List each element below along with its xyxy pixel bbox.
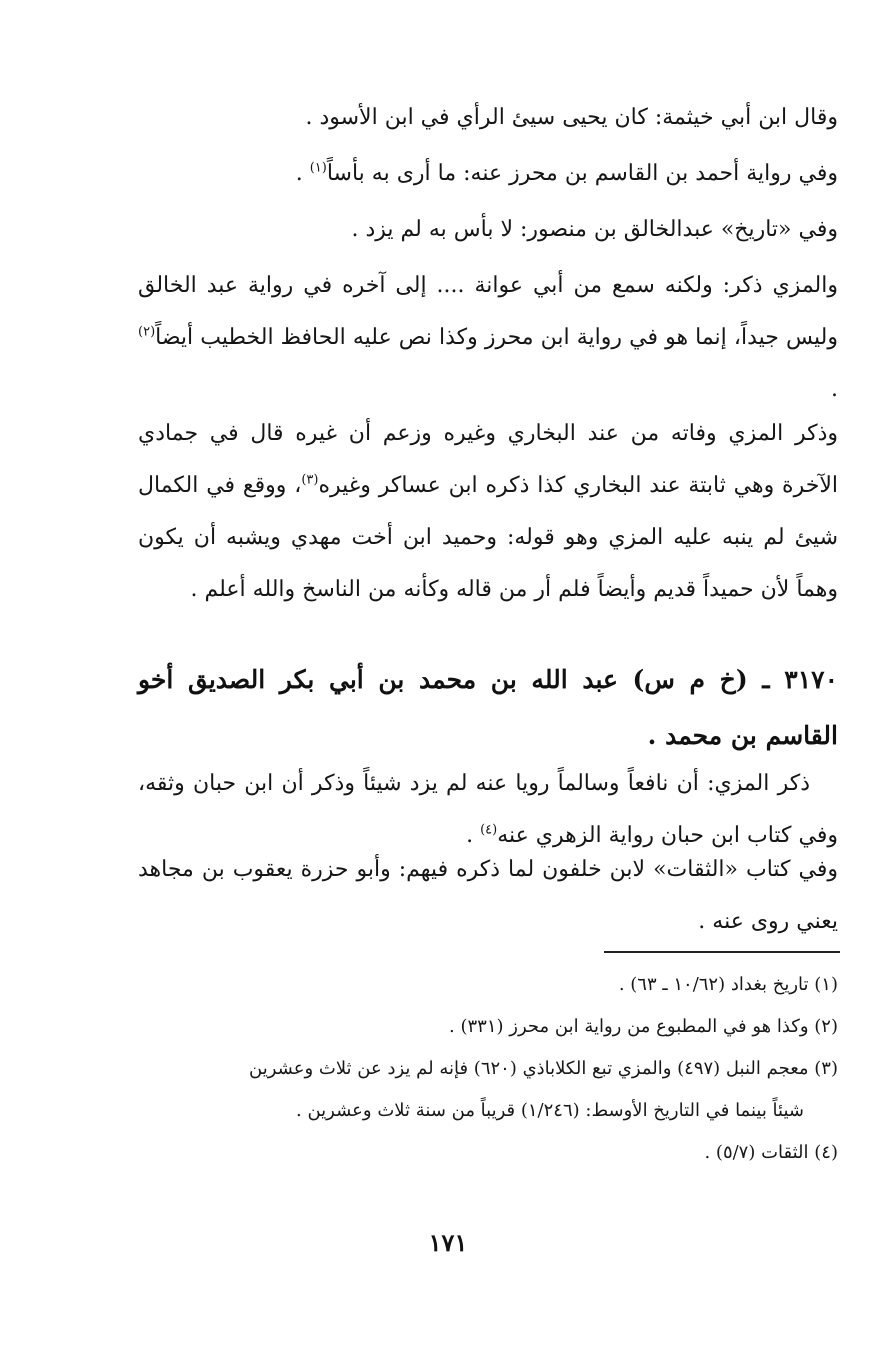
paragraph-text: وفي كتاب «الثقات» لابن خلفون لما ذكره فيهم: وأبو حزرة يعقوب بن مجاهد يعني روى عنه . [138, 857, 838, 934]
paragraph-mizzi-dhakar [138, 260, 838, 416]
paragraph-text: وفي «تاريخ» عبدالخالق بن منصور: لا بأس به لم يزد . [351, 217, 838, 242]
paragraph-text: ذكر المزي: أن نافعاً وسالماً رويا عنه لم يزد شيئاً وذكر أن ابن حبان وثقه، وفي كتاب ابن حبان رواية الزهري عنه [138, 771, 838, 848]
footnote-4: (٤) الثقات (٥/٧) . [704, 1142, 838, 1163]
paragraph-wafatihi [138, 408, 838, 616]
footnote-ref-4[interactable]: (٤) [480, 822, 498, 838]
paragraph-end: . [466, 823, 481, 848]
paragraph-text-continued: ، ووقع في الكمال شيئ لم ينبه عليه المزي وهو قوله: وحميد ابن أخت مهدي ويشبه أن يكون وهماً لأن حميداً قديم وأيضاً فلم أر من قاله وكأنه من الناسخ والله أعلم . [138, 473, 838, 602]
paragraph-end: . [831, 377, 838, 402]
paragraph-text: والمزي ذكر: ولكنه سمع من أبي عوانة .... إلى آخره في رواية عبد الخالق وليس جيداً، إنما هو في رواية ابن محرز وكذا نص عليه الحافظ الخطيب أيضاً [138, 273, 838, 350]
entry-heading-text: ٣١٧٠ ـ (خ م س) عبد الله بن محمد بن أبي بكر الصديق أخو القاسم بن محمد . [138, 665, 838, 750]
paragraph-ibn-abi-khaythama [138, 92, 838, 144]
footnote-separator [604, 951, 840, 953]
entry-heading-3170 [138, 652, 838, 764]
footnote-3-continued: شيئاً بينما في التاريخ الأوسط: (١/٢٤٦) قريباً من سنة ثلاث وعشرين . [296, 1100, 804, 1121]
footnote-3: (٣) معجم النبل (٤٩٧) والمزي تبع الكلاباذي (٦٢٠) فإنه لم يزد عن ثلاث وعشرين [249, 1058, 838, 1079]
footnote-1: (١) تاريخ بغداد (١٠/٦٢ ـ ٦٣) . [618, 974, 838, 995]
paragraph-tarikh-abdulkhaliq [138, 204, 838, 256]
paragraph-text: وفي رواية أحمد بن القاسم بن محرز عنه: ما أرى به بأساً [326, 161, 838, 186]
paragraph-thiqat-ibn-khalfun [138, 844, 838, 948]
paragraph-end: . [295, 161, 310, 186]
footnote-ref-3[interactable]: (٣) [301, 472, 319, 488]
paragraph-text: وقال ابن أبي خيثمة: كان يحيى سيئ الرأي في ابن الأسود . [305, 105, 838, 130]
footnote-ref-1[interactable]: (١) [309, 160, 327, 176]
paragraph-ibn-muhriz [138, 148, 838, 200]
footnote-2: (٢) وكذا هو في المطبوع من رواية ابن محرز (٣٣١) . [449, 1016, 838, 1037]
paragraph-text: وذكر المزي وفاته من عند البخاري وغيره وزعم أن غيره قال في جمادي الآخرة وهي ثابتة عند البخاري كذا ذكره ابن عساكر وغيره [138, 421, 838, 498]
page-number: ١٧١ [428, 1228, 468, 1257]
footnote-ref-2[interactable]: (٢) [138, 324, 156, 340]
